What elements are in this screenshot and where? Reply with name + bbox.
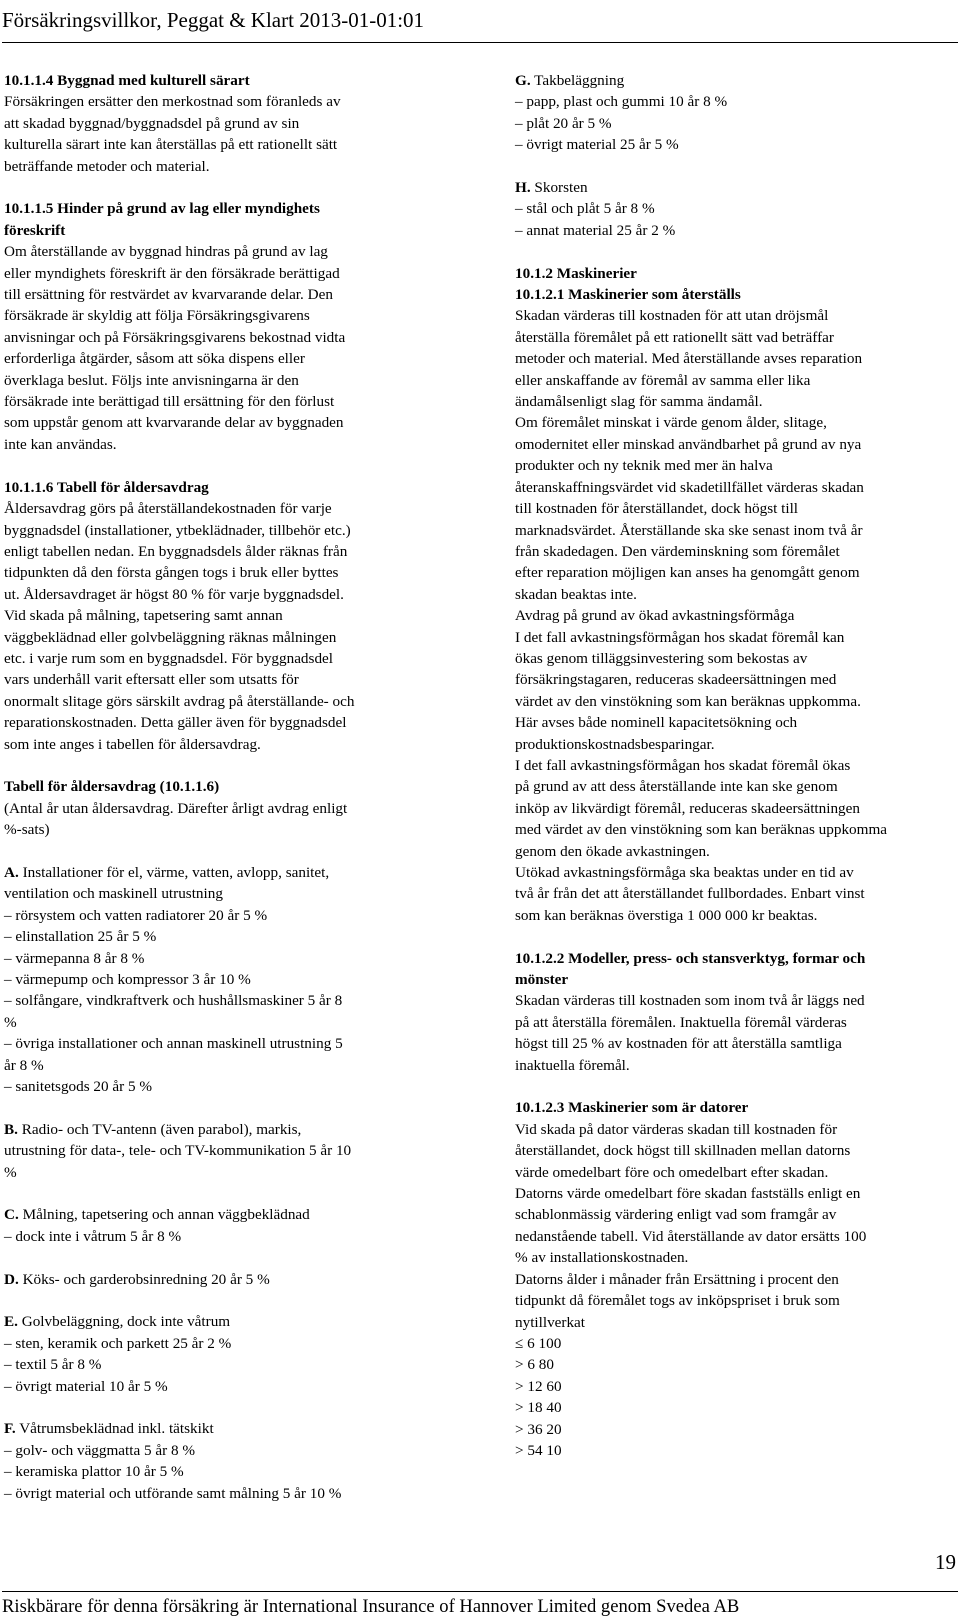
text-line: – annat material 25 år 2 % xyxy=(515,221,676,239)
table-heading: Tabell för åldersavdrag (10.1.1.6) xyxy=(4,778,220,796)
text-line: ≤ 6 100 xyxy=(515,1334,562,1352)
section-10-1-1-6 xyxy=(4,477,434,755)
text-line: Om föremålet minskat i värde genom ålder, slitage, xyxy=(515,414,827,432)
category-e xyxy=(4,1311,434,1397)
text-line: ventilation och maskinell utrustning xyxy=(4,885,223,903)
text-line: från skadedagen. Den värdeminskning som föremålet xyxy=(515,542,840,560)
text-line: ökas genom tilläggsinvestering som bekostas av xyxy=(515,649,808,667)
text-line: till ersättning för restvärdet av kvarvarande delar. Den xyxy=(4,286,333,304)
text-line: – övrigt material 10 år 5 % xyxy=(4,1377,168,1395)
category-g xyxy=(515,70,955,156)
text-line: > 36 20 xyxy=(515,1420,562,1438)
text-line: omodernitet eller minskad användbarhet på grund av nya xyxy=(515,435,862,453)
section-body xyxy=(515,1119,955,1462)
text-line: – sanitetsgods 20 år 5 % xyxy=(4,1078,153,1096)
text-line: nytillverkat xyxy=(515,1313,586,1331)
category-heading: C. Målning, tapetsering och annan väggbeklädnad xyxy=(4,1206,310,1224)
text-line: Vid skada på dator värderas skadan till kostnaden för xyxy=(515,1120,838,1138)
section-10-1-2-2 xyxy=(515,948,955,1076)
section-10-1-2 xyxy=(515,263,955,927)
text-line: % xyxy=(4,1163,17,1181)
text-line: Här avses både nominell kapacitetsökning och xyxy=(515,714,798,732)
section-heading: 10.1.1.5 Hinder på grund av lag eller myndighets xyxy=(4,200,320,218)
text-line: Utökad avkastningsförmåga ska beaktas under en tid av xyxy=(515,864,854,881)
text-line: – övriga installationer och annan maskinell utrustning 5 xyxy=(4,1035,343,1053)
page-header: Försäkringsvillkor, Peggat & Klart 2013-01-01:01 xyxy=(2,8,425,32)
text-line: väggbeklädnad eller golvbeläggning räknas målningen xyxy=(4,628,337,646)
text-line: försäkrade är skyldig att följa Försäkringsgivarens xyxy=(4,307,310,325)
text-line: – sten, keramik och parkett 25 år 2 % xyxy=(4,1334,232,1352)
text-line: efter reparation möjligen kan anses ha genomgått genom xyxy=(515,564,860,582)
text-line: – rörsystem och vatten radiatorer 20 år 5 % xyxy=(4,906,268,924)
text-line: som uppstår genom att kvarvarande delar av byggnaden xyxy=(4,414,344,432)
text-line: värdet av den vinstökning som kan beräknas uppkomma. xyxy=(515,692,861,710)
text-line: – dock inte i våtrum 5 år 8 % xyxy=(4,1227,182,1245)
text-line: Skadan värderas till kostnaden som inom två år läggs ned xyxy=(515,992,865,1010)
section-heading: 10.1.2 Maskinerier xyxy=(515,264,637,282)
category-h xyxy=(515,177,955,241)
text-line: försäkrade inte berättigad till ersättning för den förlust xyxy=(4,393,335,411)
table-subtitle xyxy=(4,798,434,841)
text-line: > 54 10 xyxy=(515,1441,562,1459)
section-heading: 10.1.1.6 Tabell för åldersavdrag xyxy=(4,478,209,496)
text-line: Vid skada på målning, tapetsering samt annan xyxy=(4,607,283,625)
text-line: onormalt slitage görs särskilt avdrag på återställande- och xyxy=(4,692,355,710)
text-line: produktionskostnadsbesparingar. xyxy=(515,735,715,753)
text-line: % av installationskostnaden. xyxy=(515,1249,689,1267)
text-line: I det fall avkastningsförmågan hos skadat föremål ökas xyxy=(515,756,851,774)
text-line: marknadsvärdet. Återställande ska ske senast inom två år xyxy=(515,521,863,539)
right-column xyxy=(515,70,955,1461)
section-body xyxy=(515,305,955,926)
header-divider xyxy=(2,42,958,43)
text-line: skadan beaktas inte. xyxy=(515,585,637,603)
category-heading: G. Takbeläggning xyxy=(515,72,625,89)
text-line: värde omedelbart före och omedelbart efter skadan. xyxy=(515,1163,829,1181)
category-heading: D. Köks- och garderobsinredning 20 år 5 % xyxy=(4,1270,270,1288)
text-line: på grund av att dess återställande inte kan ske genom xyxy=(515,778,838,796)
text-line: – papp, plast och gummi 10 år 8 % xyxy=(515,93,728,111)
text-line: inte kan användas. xyxy=(4,435,117,453)
text-line: byggnadsdel (installationer, ytbeklädnader, tillbehör etc.) xyxy=(4,521,351,539)
text-line: med värdet av den vinstökning som kan beräknas uppkomma xyxy=(515,821,888,839)
text-line: etc. i varje rum som en byggnadsdel. För byggnadsdel xyxy=(4,649,333,667)
text-line: försäkringstagaren, reduceras skadeersättningen med xyxy=(515,671,837,689)
text-line: som inte anges i tabellen för åldersavdrag. xyxy=(4,735,261,753)
text-line: – elinstallation 25 år 5 % xyxy=(4,928,157,946)
text-line: reparationskostnaden. Detta gäller även för byggnadsdel xyxy=(4,714,347,732)
text-line: (Antal år utan åldersavdrag. Därefter årligt avdrag enligt xyxy=(4,799,348,817)
category-f xyxy=(4,1418,434,1504)
text-line: inköp av likvärdigt föremål, reduceras skadeersättningen xyxy=(515,799,860,817)
text-line: kulturella särart inte kan återställas på ett rationellt sätt xyxy=(4,136,338,154)
text-line: I det fall avkastningsförmågan hos skadat föremål kan xyxy=(515,628,845,646)
page-footer: Riskbärare för denna försäkring är International Insurance of Hannover Limited genom Svedea AB xyxy=(2,1596,740,1617)
text-line: – plåt 20 år 5 % xyxy=(515,114,612,132)
category-d xyxy=(4,1269,434,1290)
section-body xyxy=(515,990,955,1076)
age-table-intro xyxy=(4,776,434,840)
text-line: metoder och material. Med återställande avses reparation xyxy=(515,350,863,368)
section-heading: 10.1.2.3 Maskinerier som är datorer xyxy=(515,1099,749,1117)
text-line: nedanstående tabell. Vid återställande av dator ersätts 100 xyxy=(515,1227,867,1245)
text-line: Avdrag på grund av ökad avkastningsförmåga xyxy=(515,607,795,625)
text-line: två år från det att återställandet fullbordades. Enbart vinst xyxy=(515,885,865,903)
text-line: högst till 25 % av kostnaden för att återställa samtliga xyxy=(515,1035,842,1053)
category-heading: A. Installationer för el, värme, vatten, avlopp, sanitet, xyxy=(4,863,330,881)
text-line: produkter och ny teknik med mer än halva xyxy=(515,457,773,475)
text-line: – övrigt material och utförande samt målning 5 år 10 % xyxy=(4,1484,342,1502)
text-line: återställa föremålet på ett rationellt sätt vad beträffar xyxy=(515,328,834,346)
section-heading-cont: mönster xyxy=(515,971,569,989)
text-line: att skadad byggnad/byggnadsdel på grund av sin xyxy=(4,114,300,132)
section-body xyxy=(4,498,434,755)
category-heading: H. Skorsten xyxy=(515,179,588,197)
text-line: på att återställa föremålen. Inaktuella föremål värderas xyxy=(515,1013,847,1031)
text-line: vars underhåll varit eftersatt eller som utsatts för xyxy=(4,671,299,689)
text-line: – värmepanna 8 år 8 % xyxy=(4,949,145,967)
category-a xyxy=(4,862,434,1097)
section-heading-cont: föreskrift xyxy=(4,221,66,239)
left-column xyxy=(4,70,434,1504)
text-line: eller myndighets föreskrift är den försäkrade berättigad xyxy=(4,264,340,282)
text-line: anvisningar och på Försäkringsgivarens bekostnad vidta xyxy=(4,328,346,346)
category-heading: E. Golvbeläggning, dock inte våtrum xyxy=(4,1313,231,1331)
text-line: – textil 5 år 8 % xyxy=(4,1356,102,1374)
section-10-1-1-4 xyxy=(4,70,434,177)
section-body xyxy=(4,241,434,455)
section-body xyxy=(4,91,434,177)
section-heading: 10.1.2.2 Modeller, press- och stansverktyg, formar och xyxy=(515,949,866,967)
text-line: som kan beräknas överstiga 1 000 000 kr beaktas. xyxy=(515,906,818,924)
text-line: tidpunkten då den första gången togs i bruk eller byttes xyxy=(4,564,339,582)
text-line: – värmepump och kompressor 3 år 10 % xyxy=(4,971,251,988)
text-line: återställandet, dock högst till skillnaden mellan datorns xyxy=(515,1142,851,1160)
section-10-1-2-3 xyxy=(515,1097,955,1461)
text-line: eller anskaffande av föremål av samma eller lika xyxy=(515,371,811,389)
subsection-heading: 10.1.2.1 Maskinerier som återställs xyxy=(515,286,741,304)
page-number: 19 xyxy=(935,1550,956,1574)
text-line: Åldersavdrag görs på återställandekostnaden för varje xyxy=(4,500,332,518)
text-line: beträffande metoder och material. xyxy=(4,157,210,175)
text-line: tidpunkt då föremålet togs av inköpspriset i bruk som xyxy=(515,1292,840,1310)
text-line: Datorns värde omedelbart före skadan fastställs enligt en xyxy=(515,1185,861,1203)
category-c xyxy=(4,1204,434,1247)
text-line: återanskaffningsvärdet vid skadetillfället värderas skadan xyxy=(515,478,864,496)
text-line: till kostnaden för återställandet, dock högst till xyxy=(515,500,799,518)
text-line: % xyxy=(4,1013,17,1031)
text-line: överklaga beslut. Följs inte anvisningarna är den xyxy=(4,371,299,389)
text-line: år 8 % xyxy=(4,1056,44,1074)
text-line: utrustning för data-, tele- och TV-kommunikation 5 år 10 xyxy=(4,1142,352,1160)
section-heading: 10.1.1.4 Byggnad med kulturell särart xyxy=(4,72,250,89)
text-line: genom den ökade avkastningen. xyxy=(515,842,710,860)
text-line: schablonmässig värdering enligt vad som framgår av xyxy=(515,1206,837,1224)
text-line: > 6 80 xyxy=(515,1356,554,1374)
text-line: Skadan värderas till kostnaden för att utan dröjsmål xyxy=(515,307,829,325)
text-line: – stål och plåt 5 år 8 % xyxy=(515,200,655,218)
text-line: Datorns ålder i månader från Ersättning i procent den xyxy=(515,1270,839,1288)
text-line: ut. Åldersavdraget är högst 80 % för varje byggnadsdel. xyxy=(4,585,344,603)
text-line: Försäkringen ersätter den merkostnad som föranleds av xyxy=(4,93,341,111)
text-line: – golv- och väggmatta 5 år 8 % xyxy=(4,1441,196,1459)
text-line: %-sats) xyxy=(4,821,50,839)
footer-divider xyxy=(2,1591,958,1592)
text-line: enligt tabellen nedan. En byggnadsdels ålder räknas från xyxy=(4,542,348,560)
text-line: > 12 60 xyxy=(515,1377,562,1395)
category-heading: B. Radio- och TV-antenn (även parabol), markis, xyxy=(4,1120,302,1138)
category-heading: F. Våtrumsbeklädnad inkl. tätskikt xyxy=(4,1420,214,1438)
text-line: inaktuella föremål. xyxy=(515,1056,630,1074)
text-line: – övrigt material 25 år 5 % xyxy=(515,136,679,154)
category-b xyxy=(4,1119,434,1183)
text-line: Om återställande av byggnad hindras på grund av lag xyxy=(4,243,328,261)
text-line: erforderliga åtgärder, såsom att söka dispens eller xyxy=(4,350,305,368)
text-line: – solfångare, vindkraftverk och hushållsmaskiner 5 år 8 xyxy=(4,992,343,1010)
text-line: – keramiska plattor 10 år 5 % xyxy=(4,1463,184,1481)
text-line: ändamålsenligt slag för samma ändamål. xyxy=(515,393,763,411)
section-10-1-1-5 xyxy=(4,198,434,455)
text-line: > 18 40 xyxy=(515,1399,562,1417)
